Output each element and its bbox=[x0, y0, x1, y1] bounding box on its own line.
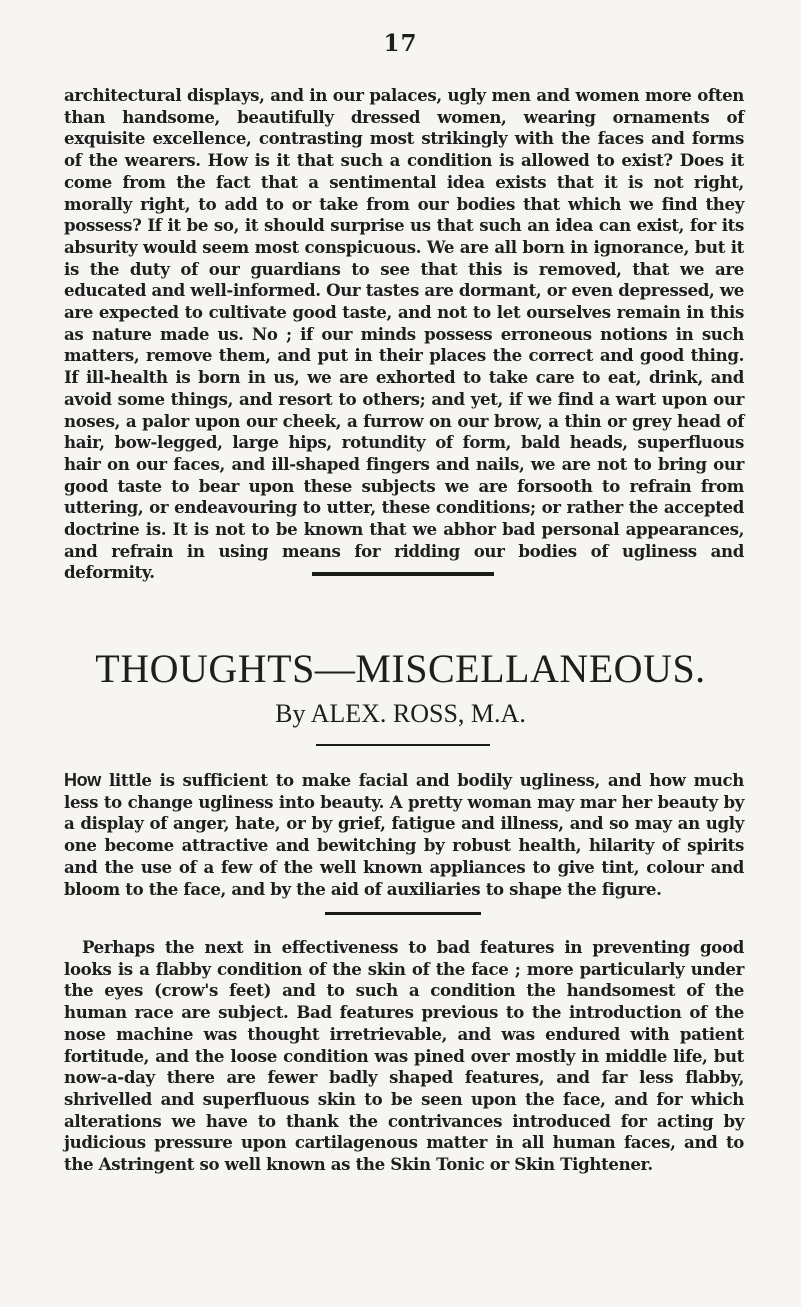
article-paragraph-1-text: little is sufficient to make facial and bodily ugliness, and how much less to change ugliness into beauty. A pretty woman may mar her beauty by a display of anger, hate, or by grief, fatigue and illness, and so may an ugly one become attractive and bewitching by robust health, hilarity of spirits and the use of a few of the well known appliances to give tint, colour and bloom to the face, and by the aid of auxiliaries to shape the figure. bbox=[64, 770, 744, 899]
article-paragraph-2: Perhaps the next in effectiveness to bad features in preventing good looks is a flabby condition of the skin of the face ; more particularly under the eyes (crow's feet) and to such a condition the handsomest of the human race are subject. Bad features previous to the introduction of the nose machine was thought irretrievable, and was endured with patient fortitude, and the loose condition was pined over mostly in middle life, but now-a-day there are fewer badly shaped features, and far less flabby, shrivelled and superfluous skin to be seen upon the face, and for which alterations we have to thank the contrivances introduced for acting by judicious pressure upon cartilagenous matter in all human faces, and to the Astringent so well known as the Skin Tonic or Skin Tightener. bbox=[64, 937, 744, 1175]
paragraph-divider bbox=[325, 912, 481, 915]
byline bbox=[0, 699, 801, 729]
byline-author: ALEX. ROSS, M.A. bbox=[310, 699, 526, 728]
page-number: 17 bbox=[383, 30, 418, 57]
byline-prefix: By bbox=[275, 699, 306, 728]
continued-paragraph: architectural displays, and in our palaces, ugly men and women more often than handsome, beautifully dressed women, wearing ornaments of exquisite excellence, contrasting most strikingly with the faces and forms of the wearers. How is it that such a condition is allowed to exist? Does it come from the fact that a sentimental idea exists that it is not right, morally right, to add to or take from our bodies that which we find they possess? If it be so, it should surprise us that such an idea can exist, for its absurity would seem most conspicuous. We are all born in ignorance, but it is the duty of our guardians to see that this is removed, that we are educated and well-informed. Our tastes are dormant, or even depressed, we are expected to cultivate good taste, and not to let ourselves remain in this as nature made us. No ; if our minds possess erroneous notions in such matters, remove them, and put in their places the correct and good thing. If ill-health is born in us, we are exhorted to take care to eat, drink, and avoid some things, and resort to others; and yet, if we find a wart upon our noses, a palor upon our cheek, a furrow on our brow, a thin or grey head of hair, bow-legged, large hips, rotundity of form, bald heads, superfluous hair on our faces, and ill-shaped fingers and nails, we are not to bring our good taste to bear upon these subjects we are forsooth to refrain from uttering, or endeavouring to utter, these conditions; or rather the accepted doctrine is. It is not to be known that we abhor bad personal appearances, and refrain in using means for ridding our bodies of ugliness and deformity. bbox=[64, 85, 744, 583]
section-divider bbox=[312, 572, 494, 576]
article-paragraph-1 bbox=[64, 770, 744, 900]
lead-word: How bbox=[64, 770, 101, 790]
article-title: THOUGHTS—MISCELLANEOUS. bbox=[95, 646, 706, 691]
title-divider bbox=[316, 744, 490, 746]
